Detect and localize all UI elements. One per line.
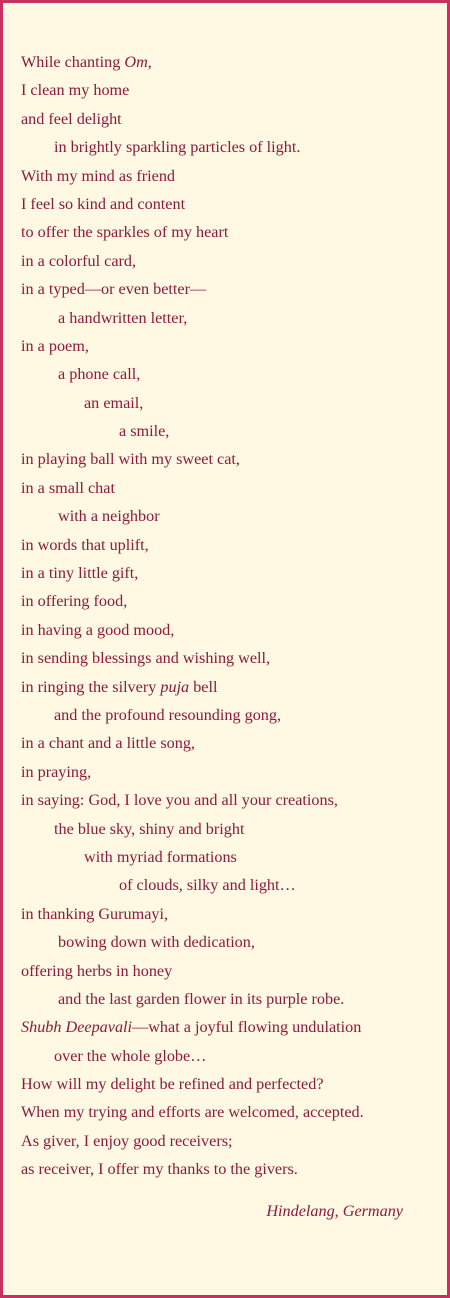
poem-line: in a chant and a little song, bbox=[21, 734, 195, 753]
poem-line: bowing down with dedication, bbox=[58, 933, 255, 952]
poem-line: I clean my home bbox=[21, 81, 130, 100]
poem-line: an email, bbox=[84, 393, 144, 412]
poem-line: in a tiny little gift, bbox=[21, 564, 139, 583]
poem-line: How will my delight be refined and perfected? bbox=[21, 1075, 324, 1094]
poem-line bbox=[21, 48, 446, 76]
poem-line: in words that uplift, bbox=[21, 535, 149, 554]
poem-line: a phone call, bbox=[58, 365, 141, 384]
poem-line: in a colorful card, bbox=[21, 251, 137, 270]
poem-line: in a poem, bbox=[21, 336, 89, 355]
poem-line: a handwritten letter, bbox=[58, 308, 188, 327]
poem-line: to offer the sparkles of my heart bbox=[21, 223, 229, 242]
poem-line: in thanking Gurumayi, bbox=[21, 904, 169, 923]
poem-line: With my mind as friend bbox=[21, 166, 176, 185]
poem-body bbox=[21, 48, 446, 1184]
poem-line: of clouds, silky and light… bbox=[119, 876, 296, 895]
poem-line: as receiver, I offer my thanks to the givers. bbox=[21, 1160, 298, 1179]
poem-text: bell bbox=[189, 677, 218, 696]
poem-text: , bbox=[147, 53, 152, 71]
poem-line: As giver, I enjoy good receivers; bbox=[21, 1131, 233, 1150]
poem-line: in a small chat bbox=[21, 478, 115, 497]
poem-line: in having a good mood, bbox=[21, 620, 175, 639]
poem-line: I feel so kind and content bbox=[21, 194, 186, 213]
poem-text: While chanting bbox=[21, 53, 125, 71]
poem-line: and the profound resounding gong, bbox=[54, 705, 282, 724]
poem-location-signature: Hindelang, Germany bbox=[266, 1202, 403, 1220]
poem-text: —what a joyful flowing undulation bbox=[132, 1018, 362, 1037]
poem-line: the blue sky, shiny and bright bbox=[54, 819, 245, 838]
poem-line: with a neighbor bbox=[58, 507, 160, 526]
poem-line bbox=[21, 1013, 446, 1041]
poem-text: in ringing the silvery bbox=[21, 677, 161, 696]
poem-line: over the whole globe… bbox=[54, 1046, 207, 1065]
poem-line: in a typed—or even better— bbox=[21, 280, 207, 299]
poem-line: When my trying and efforts are welcomed, accepted. bbox=[21, 1103, 364, 1122]
poem-line: a smile, bbox=[119, 422, 170, 441]
poem-line: in praying, bbox=[21, 762, 92, 781]
poem-line: in playing ball with my sweet cat, bbox=[21, 450, 240, 469]
poem-line: in brightly sparkling particles of light. bbox=[54, 138, 301, 157]
poem-italic-word: Shubh Deepavali bbox=[21, 1018, 133, 1037]
poem-italic-word: puja bbox=[160, 677, 190, 696]
poem-line: in offering food, bbox=[21, 592, 128, 611]
poem-line: and the last garden flower in its purple robe. bbox=[58, 989, 345, 1008]
poem-line: in saying: God, I love you and all your creations, bbox=[21, 791, 338, 810]
poem-line bbox=[21, 673, 446, 701]
poem-line: and feel delight bbox=[21, 109, 122, 128]
poem-line: in sending blessings and wishing well, bbox=[21, 649, 271, 668]
poem-italic-word: Om bbox=[124, 53, 148, 71]
poem-line: with myriad formations bbox=[84, 847, 237, 866]
poem-line: offering herbs in honey bbox=[21, 961, 173, 980]
